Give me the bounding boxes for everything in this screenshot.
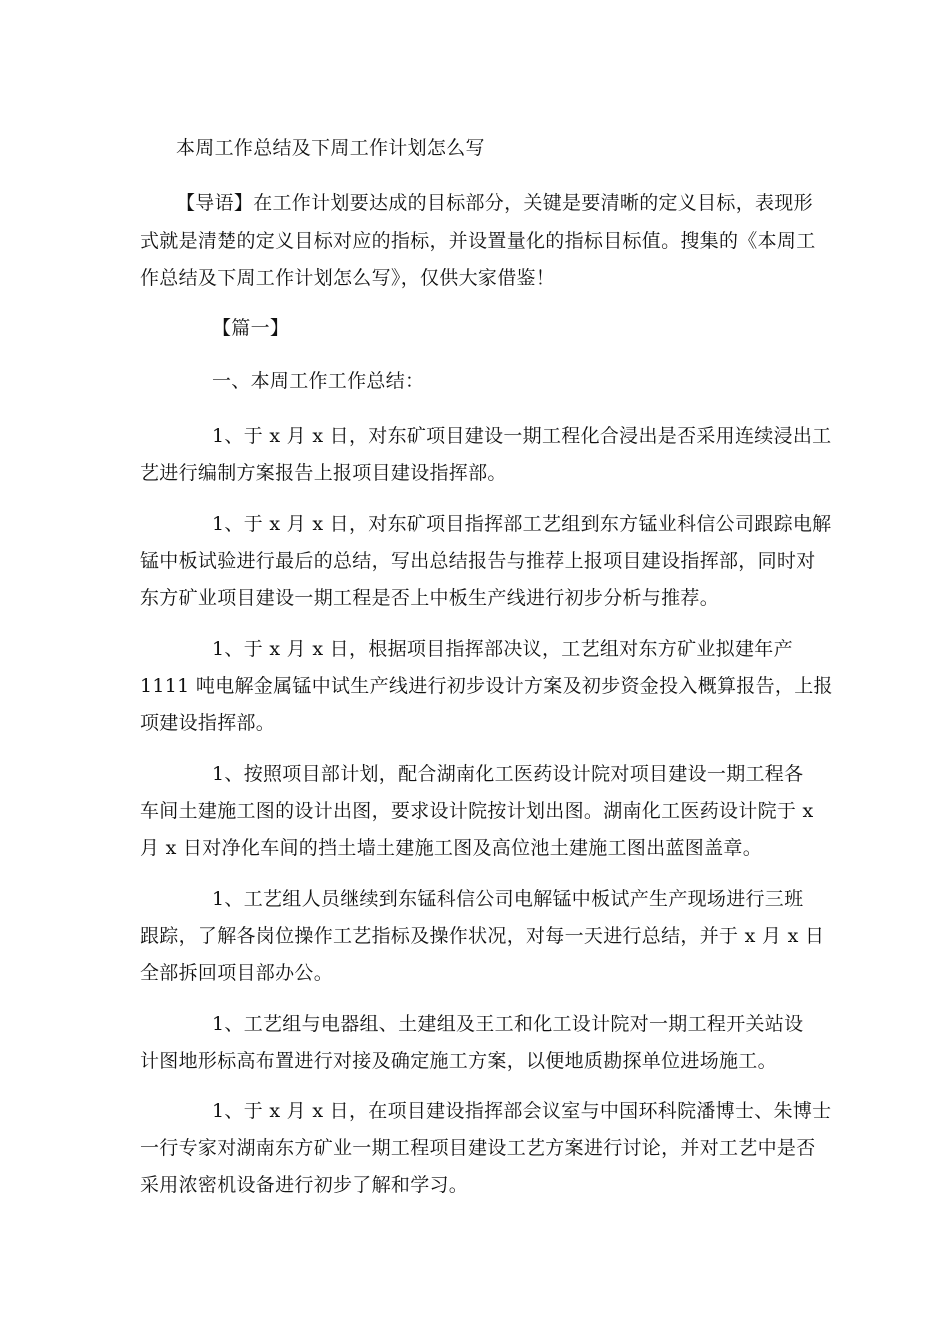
intro-line-3: 作总结及下周工作计划怎么写》，仅供大家借鉴！ [140, 267, 556, 289]
item-2-line-2: 锰中板试验进行最后的总结，写出总结报告与推荐上报项目建设指挥部，同时对 [140, 550, 816, 572]
document-title: 本周工作总结及下周工作计划怎么写 [176, 137, 485, 159]
item-7-line-1: 1、于 x 月 x 日，在项目建设指挥部会议室与中国环科院潘博士、朱博士 [212, 1100, 832, 1122]
item-1-line-2: 艺进行编制方案报告上报项目建设指挥部。 [140, 462, 507, 484]
item-5-line-3: 全部拆回项目部办公。 [140, 962, 334, 984]
item-2-line-1: 1、于 x 月 x 日，对东矿项目指挥部工艺组到东方锰业科信公司跟踪电解 [212, 513, 832, 535]
item-5-line-2: 跟踪，了解各岗位操作工艺指标及操作状况，对每一天进行总结，并于 x 月 x 日 [140, 925, 825, 947]
item-5-line-1: 1、工艺组人员继续到东锰科信公司电解锰中板试产生产现场进行三班 [212, 888, 804, 910]
item-4-line-3: 月 x 日对净化车间的挡土墙土建施工图及高位池土建施工图出蓝图盖章。 [140, 837, 762, 859]
intro-line-1: 【导语】在工作计划要达成的目标部分，关键是要清晰的定义目标，表现形 [176, 192, 813, 214]
item-7-line-3: 采用浓密机设备进行初步了解和学习。 [140, 1174, 469, 1196]
item-3-line-3: 项建设指挥部。 [140, 712, 276, 734]
item-4-line-2: 车间土建施工图的设计出图，要求设计院按计划出图。湖南化工医药设计院于 x [140, 800, 814, 822]
item-2-line-3: 东方矿业项目建设一期工程是否上中板生产线进行初步分析与推荐。 [140, 587, 720, 609]
item-6-line-1: 1、工艺组与电器组、土建组及王工和化工设计院对一期工程开关站设 [212, 1013, 804, 1035]
section-heading: 一、本周工作工作总结： [212, 370, 425, 392]
section-label: 【篇一】 [212, 317, 290, 339]
item-7-line-2: 一行专家对湖南东方矿业一期工程项目建设工艺方案进行讨论，并对工艺中是否 [140, 1137, 816, 1159]
item-1-line-1: 1、于 x 月 x 日，对东矿项目建设一期工程化合浸出是否采用连续浸出工 [212, 425, 832, 447]
item-3-line-1: 1、于 x 月 x 日，根据项目指挥部决议，工艺组对东方矿业拟建年产 [212, 638, 793, 660]
item-3-line-2: 1111 吨电解金属锰中试生产线进行初步设计方案及初步资金投入概算报告，上报 [140, 675, 833, 697]
intro-line-2: 式就是清楚的定义目标对应的指标，并设置量化的指标目标值。搜集的《本周工 [140, 230, 816, 252]
item-4-line-1: 1、按照项目部计划，配合湖南化工医药设计院对项目建设一期工程各 [212, 763, 804, 785]
item-6-line-2: 计图地形标高布置进行对接及确定施工方案，以便地质勘探单位进场施工。 [140, 1050, 777, 1072]
